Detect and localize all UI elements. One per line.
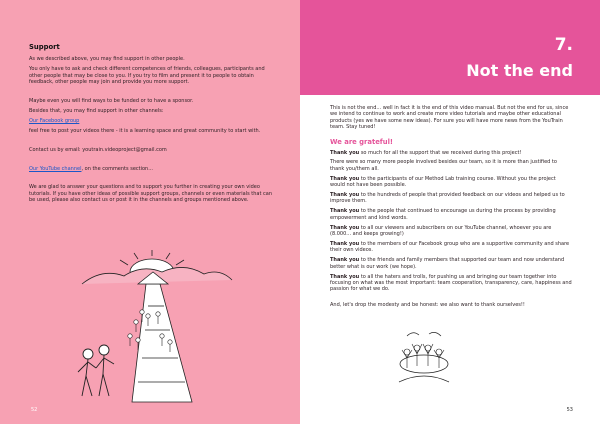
support-paragraph-8: We are glad to answer your questions and to support you further in creating your own video tutorials. If you have other ideas of possible support groups, channels or even materials that can be used, please also contact us or post it in the channels and groups mentioned above.	[29, 184, 272, 204]
thanks-text: to all our viewers and subscribers on our YouTube channel, whoever you are (8.000... and keeps growing!)	[330, 224, 552, 238]
intro-paragraph: This is not the end... well in fact it is the end of this video manual. But not the end for us, since we intend to continue to work and create more video tutorials and maybe other educational products (yes we have some new ideas). For sure you will have more news from the YouTrain team. Stay tuned!	[330, 105, 569, 131]
celebrating-group-illustration	[393, 330, 455, 388]
thanks-text: so much for all the support that we received during this project!	[359, 149, 522, 156]
thanks-list	[330, 150, 572, 293]
page-number-left: 52	[31, 407, 38, 413]
thanks-text: There were so many more people involved besides our team, so it is more than justified to thank you/them all.	[330, 159, 557, 172]
support-paragraph-5: feel free to post your videos there - it is a learning space and great community to start with.	[29, 127, 261, 134]
thanks-item	[330, 150, 572, 156]
thanks-item	[330, 176, 572, 189]
thanks-item	[330, 192, 572, 205]
thanks-lead: Thank you	[330, 224, 360, 231]
thanks-lead: Thank you	[330, 257, 360, 264]
thanks-lead: Thank you	[330, 273, 360, 280]
chapter-header	[300, 0, 600, 95]
thanks-item	[330, 225, 572, 238]
youtube-paragraph-tail: , on the comments section...	[81, 165, 153, 172]
thanks-text: to the members of our Facebook group who are a supportive community and share their own videos.	[330, 241, 570, 254]
grateful-heading: We are grateful!	[330, 138, 394, 147]
thanks-item	[330, 274, 572, 293]
chapter-title: Not the end	[466, 61, 573, 80]
support-section	[29, 44, 275, 207]
youtube-channel-link[interactable]: Our YouTube channel	[29, 165, 82, 172]
closing-paragraph: And, let's drop the modesty and be honest: we also want to thank ourselves!!	[330, 302, 525, 309]
thanks-item	[330, 159, 572, 172]
facebook-group-link[interactable]: Our Facebook group	[29, 117, 80, 124]
support-heading: Support	[29, 43, 60, 51]
thanks-lead: Thank you	[330, 208, 360, 215]
support-paragraph-1: As we described above, you may find support in other people.	[29, 56, 185, 63]
support-paragraph-4: Besides that, you may find support in other channels:	[29, 107, 164, 114]
chapter-number: 7.	[554, 35, 573, 55]
thanks-item	[330, 241, 572, 254]
youtube-paragraph	[29, 166, 275, 172]
thanks-lead: Thank you	[330, 149, 360, 156]
people-path-illustration	[72, 250, 238, 408]
not-the-end-section	[330, 105, 572, 312]
thanks-text: to the people that continued to encourage us during the process by providing empowerment and kind words.	[330, 208, 556, 221]
page-number-right: 53	[566, 407, 573, 413]
support-paragraph-2: You only have to ask and check different competences of friends, colleagues, participants and other people that may be close to you. If you try to film and present it to people to obtain feedback, other people may join and provide you more support.	[29, 66, 265, 86]
thanks-item	[330, 208, 572, 221]
thanks-lead: Thank you	[330, 175, 360, 182]
thanks-lead: Thank you	[330, 192, 360, 199]
support-paragraph-3: Maybe even you will find ways to be funded or to have a sponsor.	[29, 98, 194, 105]
thanks-text: to the hundreds of people that provided feedback on our videos and helped us to improve them.	[330, 192, 565, 205]
thanks-text: to all the haters and trolls, for pushing us and bringing our team together into focusing on what was the most important: team cooperation, transparency, care, happiness and passion for what we do.	[330, 273, 572, 293]
thanks-item	[330, 257, 572, 270]
thanks-lead: Thank you	[330, 241, 360, 247]
thanks-text: to the participants of our Method Lab training course. Without you the project would not have been possible.	[330, 175, 556, 189]
right-page	[300, 0, 600, 424]
contact-email-text: Contact us by email: youtrain.videoproject@gmail.com	[29, 146, 167, 153]
thanks-text: to the friends and family members that supported our team and now understand better what is our work (we hope).	[330, 257, 565, 270]
